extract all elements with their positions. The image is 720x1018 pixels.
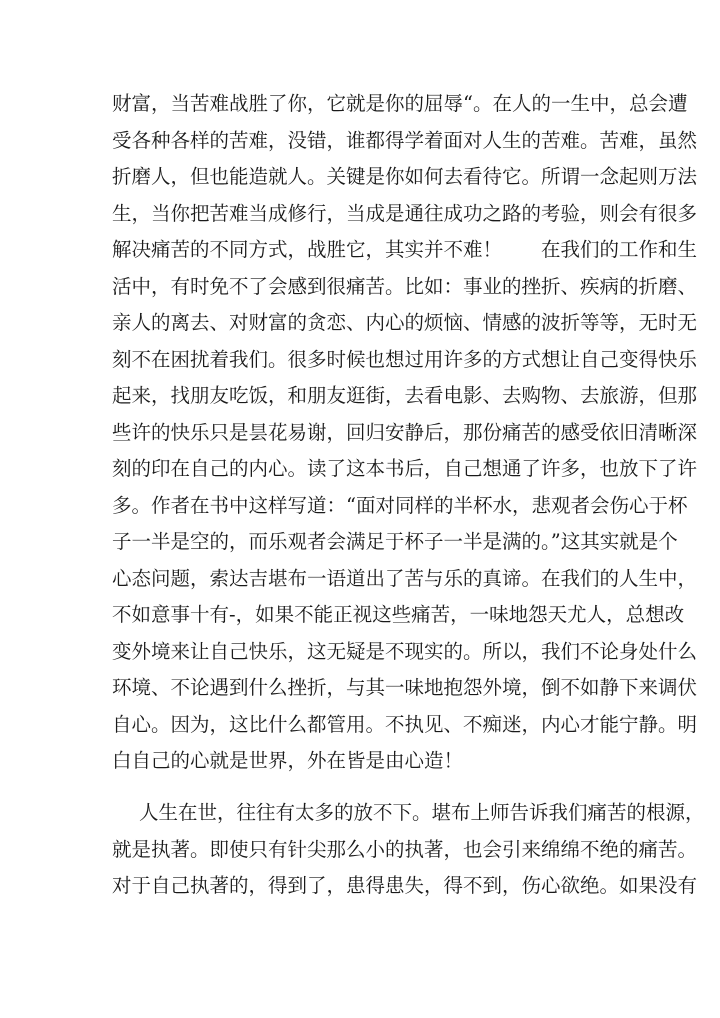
text-line: 活中，有时免不了会感到很痛苦。比如：事业的挫折、疾病的折磨、: [112, 274, 698, 298]
text-line: 亲人的离去、对财富的贪恋、内心的烦恼、情感的波折等等，无时无: [112, 311, 698, 334]
text-line: 人生在世，往往有太多的放不下。堪布上师告诉我们痛苦的根源，: [139, 801, 705, 824]
text-line: 生，当你把苦难当成修行，当成是通往成功之路的考验，则会有很多: [112, 201, 698, 225]
text-line: 就是执著。即使只有针尖那么小的执著，也会引来绵绵不绝的痛苦。: [112, 837, 698, 861]
text-line: 多。作者在书中这样写道：“面对同样的半杯水，悲观者会伤心于杯: [112, 493, 688, 517]
text-line: 环境、不论遇到什么挫折，与其一味地抱怨外境，倒不如静下来调伏: [112, 676, 698, 699]
paragraph-2: [112, 795, 705, 905]
text-line: 些许的快乐只是昙花易谢，回归安静后，那份痛苦的感受依旧清晰深: [112, 420, 698, 444]
text-line: 变外境来让自己快乐，这无疑是不现实的。所以，我们不论身处什么: [112, 639, 698, 663]
text-line: 刻的印在自己的内心。读了这本书后，自己想通了许多，也放下了许: [112, 457, 698, 480]
paragraph-1: [112, 86, 698, 780]
text-line: 自心。因为，这比什么都管用。不执见、不痴迷，内心才能宁静。明: [112, 712, 698, 736]
text-line: 折磨人，但也能造就人。关键是你如何去看待它。所谓一念起则万法: [112, 165, 698, 188]
text-line: 起来，找朋友吃饭，和朋友逛街，去看电影、去购物、去旅游，但那: [112, 384, 698, 407]
text-line: 刻不在困扰着我们。很多时候也想过用许多的方式想让自己变得快乐: [112, 347, 698, 371]
text-line: 解决痛苦的不同方式，战胜它，其实并不难！ 在我们的工作和生: [112, 238, 698, 261]
text-line: 白自己的心就是世界，外在皆是由心造！: [112, 749, 464, 772]
text-line: 不如意事十有-，如果不能正视这些痛苦，一味地怨天尤人，总想改: [112, 603, 685, 626]
text-line: 财富，当苦难战胜了你，它就是你的屈辱“。在人的一生中，总会遭: [112, 92, 688, 115]
text-line: 受各种各样的苦难，没错，谁都得学着面对人生的苦难。苦难，虽然: [112, 128, 698, 152]
text-line: 对于自己执著的，得到了，患得患失，得不到，伤心欲绝。如果没有: [112, 874, 698, 897]
text-line: 子一半是空的，而乐观者会满足于杯子一半是满的。”这其实就是个: [112, 530, 678, 553]
text-line: 心态问题，索达吉堪布一语道出了苦与乐的真谛。在我们的人生中，: [112, 566, 698, 590]
